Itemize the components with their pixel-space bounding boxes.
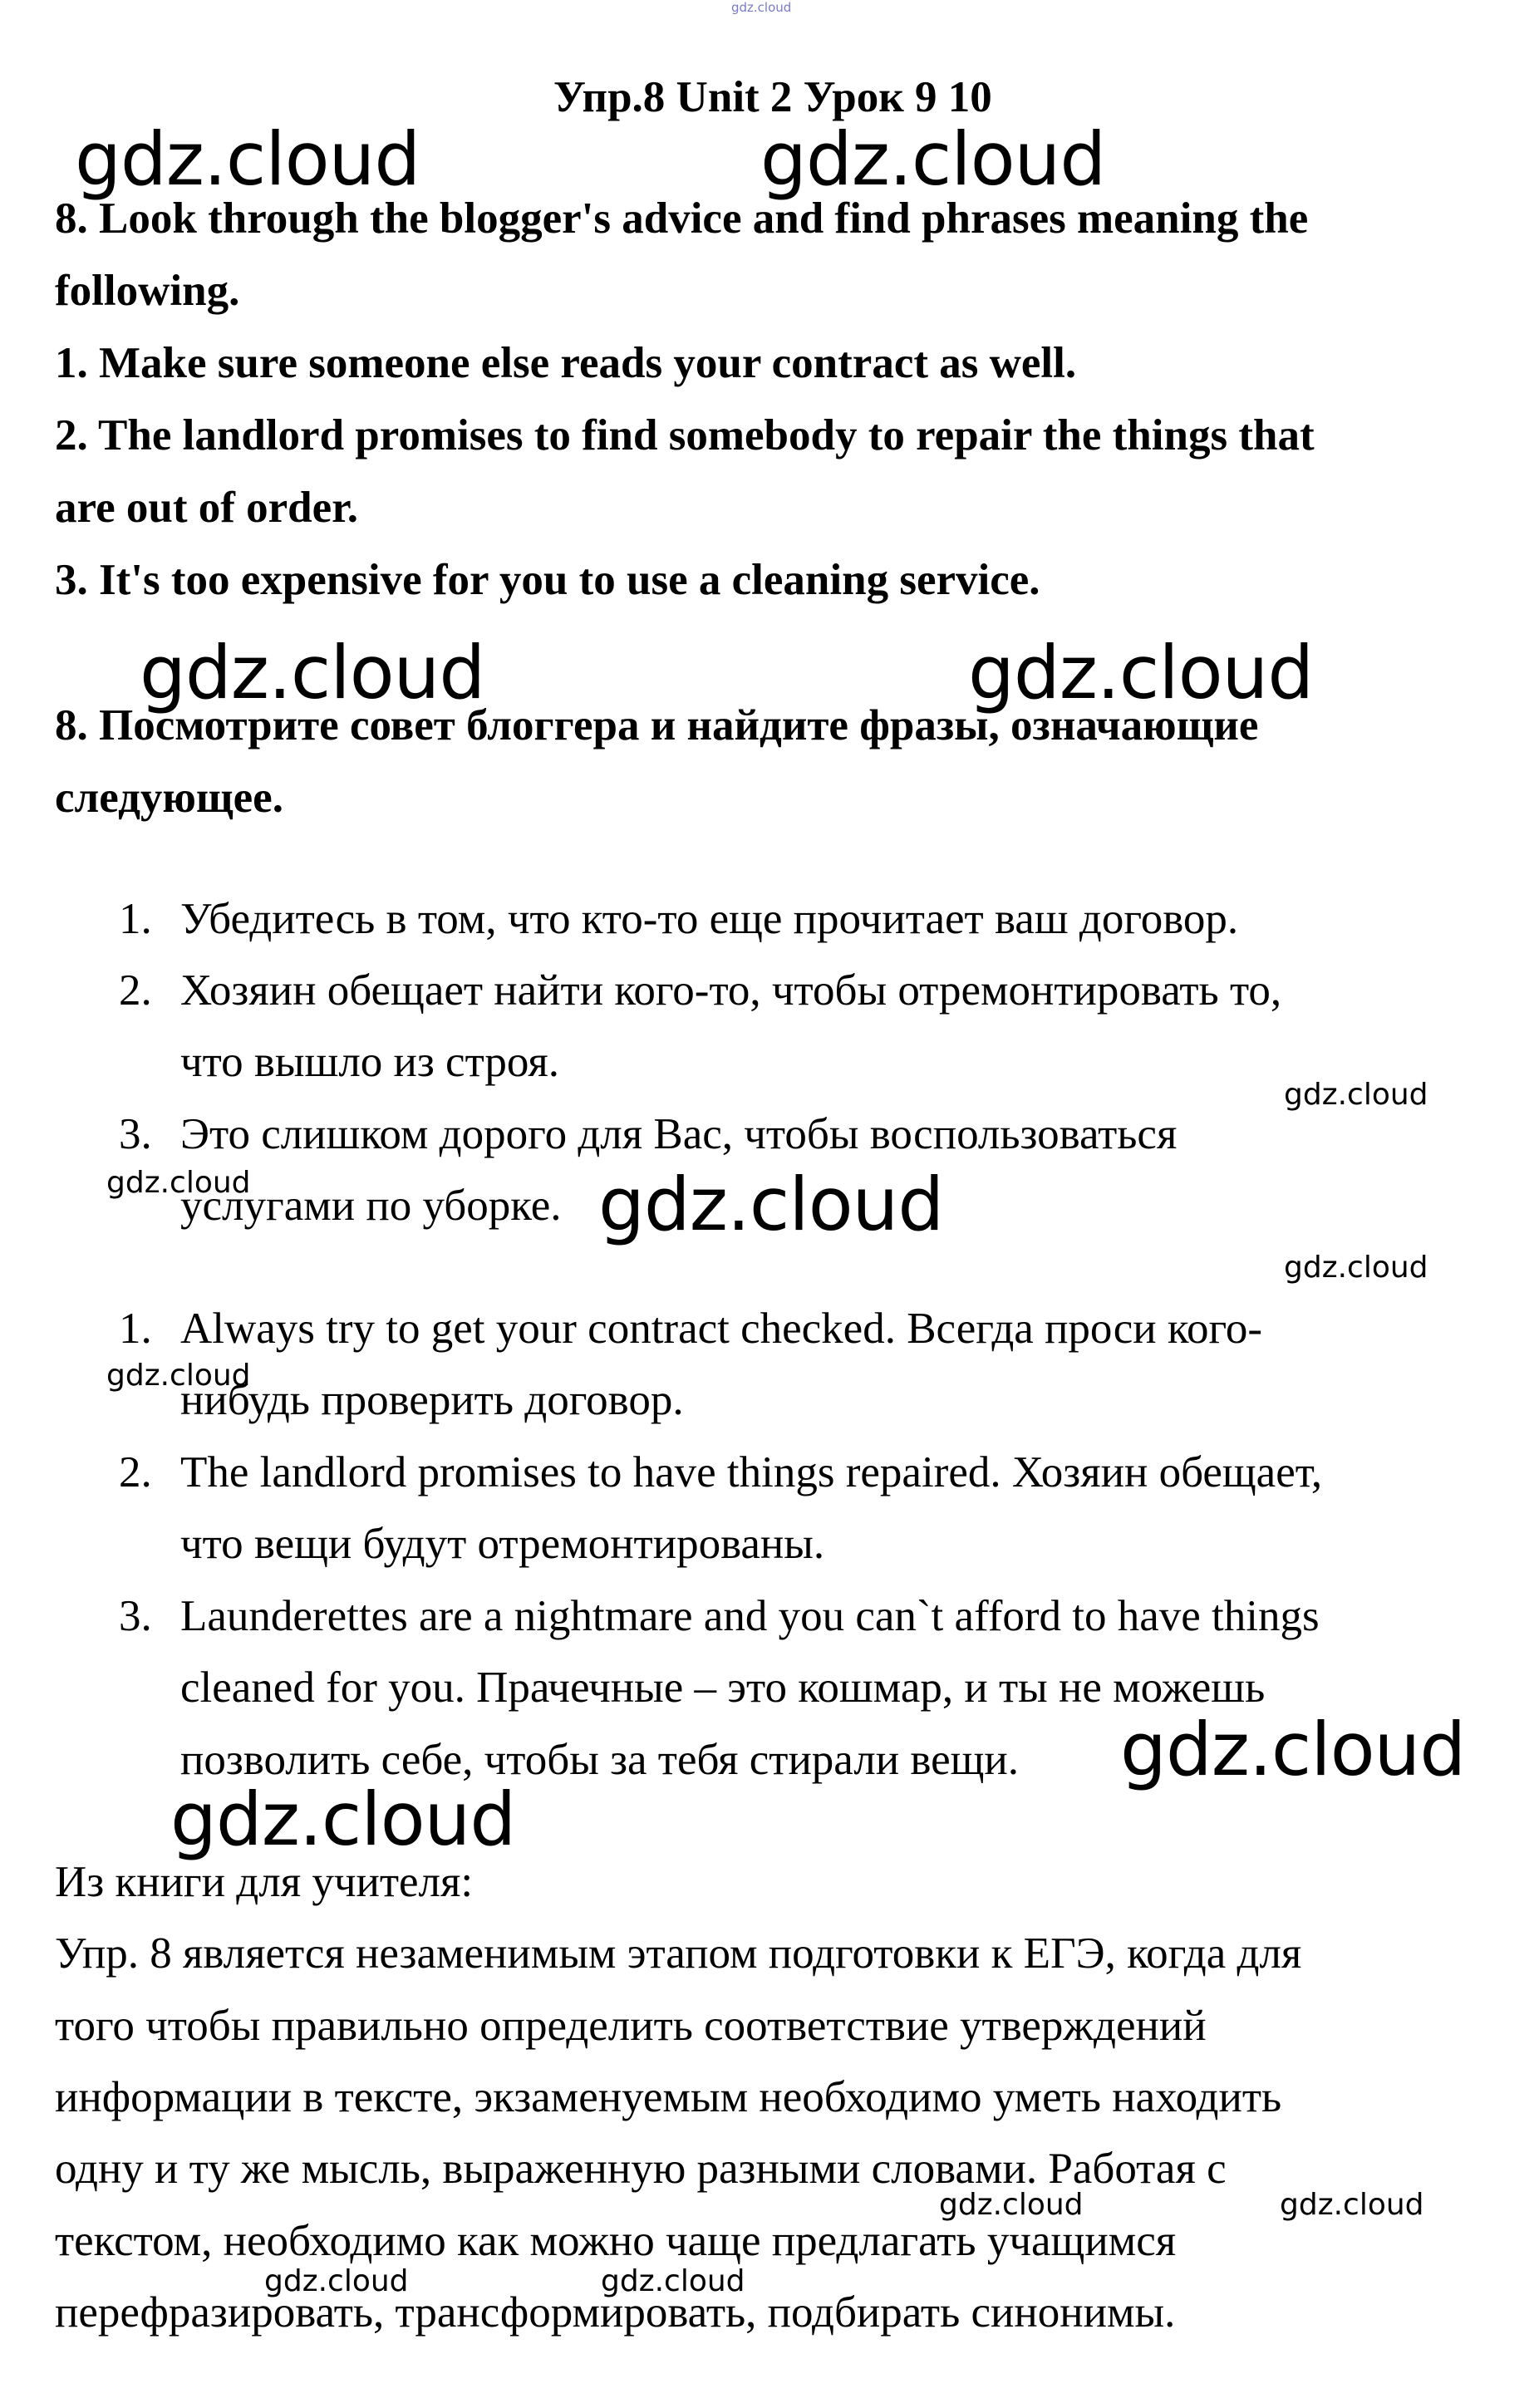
answer-number-3: 3. (119, 1592, 152, 1640)
list-ru-item-2-line-1: Хозяин обещает найти кого-то, чтобы отремонтировать то, (180, 966, 1282, 1015)
teacher-line-5: текстом, необходимо как можно чаще предлагать учащимся (55, 2217, 1177, 2265)
answer-3-line-1: Launderettes are a nightmare and you can`t afford to have things (180, 1592, 1320, 1640)
task-ru-line-1: 8. Посмотрите совет блоггера и найдите фразы, означающие (55, 701, 1259, 749)
watermark-large: gdz.cloud (75, 116, 420, 202)
answer-number-2: 2. (119, 1448, 152, 1496)
list-ru-item-3-line-1: Это слишком дорого для Вас, чтобы воспользоваться (180, 1110, 1178, 1158)
teacher-line-3: информации в тексте, экзаменуемым необходимо уметь находить (55, 2073, 1282, 2121)
answer-2-line-1: The landlord promises to have things repaired. Хозяин обещает, (180, 1448, 1323, 1496)
task-ru-line-2: следующее. (55, 774, 283, 822)
teacher-line-1: Упр. 8 является незаменимым этапом подготовки к ЕГЭ, когда для (55, 1929, 1302, 1978)
watermark-small: gdz.cloud (106, 1359, 251, 1393)
watermark-large: gdz.cloud (170, 1777, 516, 1862)
answer-number-1: 1. (119, 1305, 152, 1353)
watermark-large: gdz.cloud (598, 1162, 944, 1247)
task-en-line-2: following. (55, 267, 240, 315)
task-en-line-1: 8. Look through the blogger's advice and find phrases meaning the (55, 194, 1309, 243)
watermark-small: gdz.cloud (601, 2264, 745, 2298)
list-ru-number-1: 1. (119, 895, 152, 943)
watermark-large: gdz.cloud (1120, 1707, 1466, 1792)
watermark-large: gdz.cloud (968, 630, 1314, 715)
task-en-item-3: 3. It's too expensive for you to use a cleaning service. (55, 556, 1040, 604)
answer-2-line-2: что вещи будут отремонтированы. (180, 1520, 825, 1568)
answer-3-line-2: cleaned for you. Прачечные – это кошмар, и ты не можешь (180, 1663, 1266, 1712)
list-ru-item-1-line-1: Убедитесь в том, что кто-то еще прочитает ваш договор. (180, 895, 1239, 943)
teacher-line-4: одну и ту же мысль, выраженную разными словами. Работая с (55, 2145, 1227, 2193)
list-ru-item-2-line-2: что вышло из строя. (180, 1038, 560, 1086)
answer-3-line-3: позволить себе, чтобы за тебя стирали вещи. (180, 1736, 1020, 1784)
page-title: Упр.8 Unit 2 Урок 9 10 (553, 73, 992, 121)
watermark-small: gdz.cloud (106, 1166, 251, 1200)
teacher-heading: Из книги для учителя: (55, 1858, 474, 1906)
list-ru-item-3-line-2: услугами по уборке. (180, 1182, 562, 1230)
watermark-large: gdz.cloud (760, 116, 1106, 202)
watermark-small: gdz.cloud (1280, 2188, 1424, 2222)
task-en-item-2-line-1: 2. The landlord promises to find somebody to repair the things that (55, 411, 1315, 459)
top-watermark: gdz.cloud (731, 0, 792, 15)
teacher-line-2: того чтобы правильно определить соответствие утверждений (55, 2002, 1207, 2050)
watermark-small: gdz.cloud (264, 2264, 409, 2298)
answer-1-line-1: Always try to get your contract checked. Всегда проси кого- (180, 1305, 1263, 1353)
list-ru-number-2: 2. (119, 966, 152, 1015)
list-ru-number-3: 3. (119, 1110, 152, 1158)
watermark-small: gdz.cloud (1284, 1078, 1428, 1112)
watermark-small: gdz.cloud (939, 2188, 1084, 2222)
teacher-line-6: перефразировать, трансформировать, подбирать синонимы. (55, 2288, 1176, 2337)
answer-1-line-2: нибудь проверить договор. (180, 1376, 684, 1424)
task-en-item-2-line-2: are out of order. (55, 484, 359, 532)
watermark-small: gdz.cloud (1284, 1251, 1428, 1285)
watermark-large: gdz.cloud (140, 630, 485, 715)
task-en-item-1: 1. Make sure someone else reads your contract as well. (55, 339, 1077, 387)
